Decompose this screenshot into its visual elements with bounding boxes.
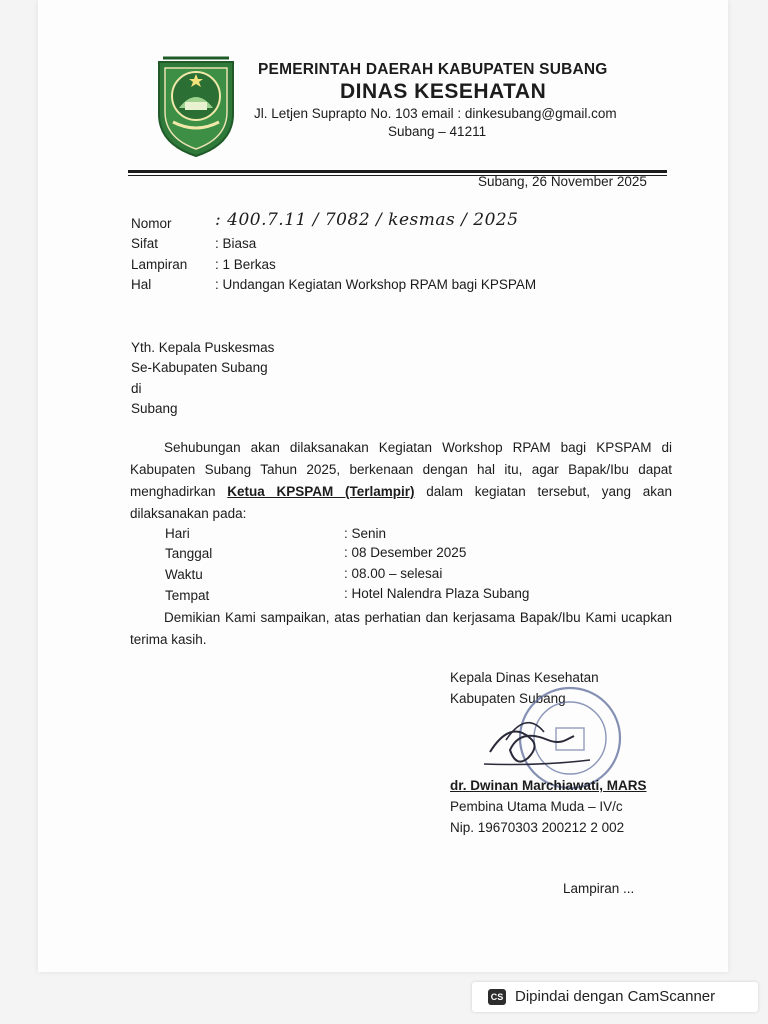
addressee-line-3: di xyxy=(131,381,142,396)
signatory-title-2: Kabupaten Subang xyxy=(450,691,566,706)
body-paragraph-part-b: dalam kegiatan tersebut, yang akan dilaksanakan pada: xyxy=(130,484,672,521)
detail-value-tanggal: : 08 Desember 2025 xyxy=(344,545,467,560)
attachment-reference: Ketua KPSPAM (Terlampir) xyxy=(227,484,415,499)
hal-label: Hal xyxy=(131,277,152,292)
header-address: Jl. Letjen Suprapto No. 103 email : dinkesubang@gmail.com xyxy=(254,106,617,121)
nomor-value: : 400.7.11 / 7082 / kesmas / 2025 xyxy=(215,210,519,230)
addressee-line-4: Subang xyxy=(131,401,178,416)
signatory-name: dr. Dwinan Marchiawati, MARS xyxy=(450,778,647,793)
hal-value: : Undangan Kegiatan Workshop RPAM bagi KPSPAM xyxy=(215,277,537,292)
signatory-rank: Pembina Utama Muda – IV/c xyxy=(450,799,623,814)
subang-regency-emblem xyxy=(155,52,237,158)
sifat-value: : Biasa xyxy=(215,236,257,251)
nomor-label: Nomor xyxy=(131,216,172,231)
lampiran-value: : 1 Berkas xyxy=(215,257,276,272)
letterhead-rule-thick xyxy=(128,170,667,173)
addressee-line-1: Yth. Kepala Puskesmas xyxy=(131,340,275,355)
body-paragraph-part-a: Sehubungan akan dilaksanakan Kegiatan Workshop RPAM bagi KPSPAM di Kabupaten Subang Tahun 2025, berkenaan dengan hal itu, agar Bapak/Ibu dapat menghadirkan xyxy=(130,440,672,499)
detail-label-tempat: Tempat xyxy=(165,588,210,603)
signatory-nip: Nip. 19670303 200212 2 002 xyxy=(450,820,625,835)
header-city: Subang – 41211 xyxy=(388,124,487,139)
camscanner-label: Dipindai dengan CamScanner xyxy=(515,988,716,1005)
detail-label-waktu: Waktu xyxy=(165,567,203,582)
signatory-title-1: Kepala Dinas Kesehatan xyxy=(450,670,599,685)
header-government-name: PEMERINTAH DAERAH KABUPATEN SUBANG xyxy=(258,61,608,78)
body-paragraph xyxy=(130,437,672,525)
addressee-line-2: Se-Kabupaten Subang xyxy=(131,360,268,375)
detail-label-tanggal: Tanggal xyxy=(165,546,213,561)
camscanner-icon: CS xyxy=(488,989,506,1005)
detail-value-tempat: : Hotel Nalendra Plaza Subang xyxy=(344,586,530,601)
detail-value-waktu: : 08.00 – selesai xyxy=(344,566,443,581)
letter-date: Subang, 26 November 2025 xyxy=(478,174,647,189)
attachment-note: Lampiran ... xyxy=(563,881,635,896)
lampiran-label: Lampiran xyxy=(131,257,188,272)
sifat-label: Sifat xyxy=(131,236,159,251)
detail-value-hari: : Senin xyxy=(344,526,387,541)
closing-paragraph: Demikian Kami sampaikan, atas perhatian dan kerjasama Bapak/Ibu Kami ucapkan terima kasih. xyxy=(130,610,672,647)
header-agency-name: DINAS KESEHATAN xyxy=(340,80,547,103)
detail-label-hari: Hari xyxy=(165,526,190,541)
